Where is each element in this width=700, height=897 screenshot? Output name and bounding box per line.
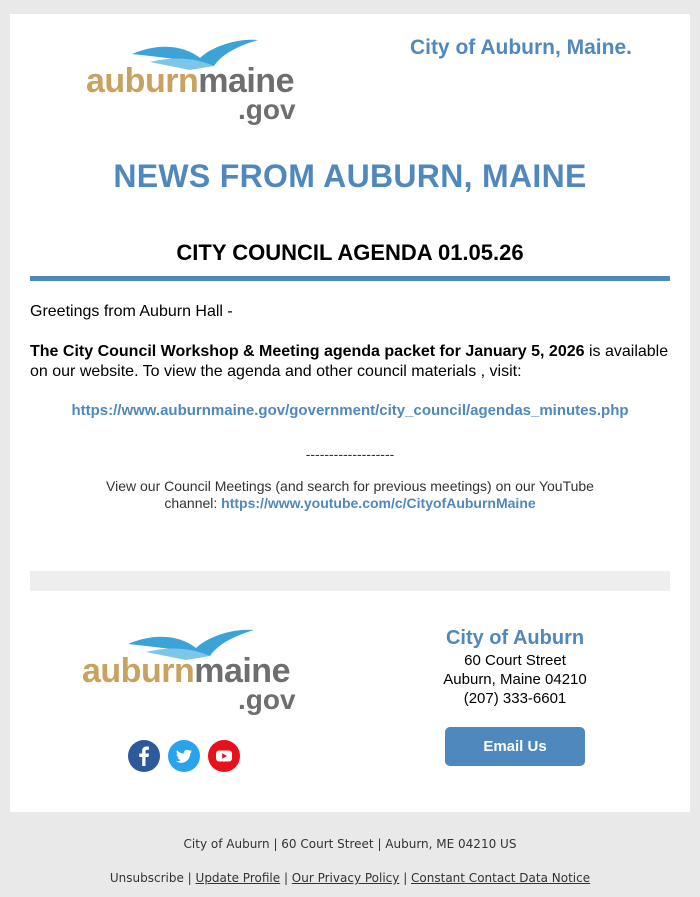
logo-word-maine: maine	[194, 652, 290, 690]
unsubscribe-link[interactable]: Unsubscribe	[109, 871, 184, 885]
logo-word-gov: .gov	[238, 94, 296, 125]
logo-word-auburn: auburn	[86, 62, 199, 100]
bottom-address: City of Auburn | 60 Court Street | Auburn, ME 04210 US	[183, 837, 517, 851]
logo-word-auburn: auburn	[82, 652, 195, 690]
youtube-paragraph-text: View our Council Meetings (and search for previous meetings) on our YouTube channel:	[106, 478, 594, 511]
email-card	[10, 14, 690, 812]
logo-word-maine: maine	[198, 62, 294, 100]
link-separator: |	[280, 871, 292, 885]
header-logo[interactable]	[86, 36, 296, 128]
link-separator: |	[183, 871, 196, 885]
greeting-text: Greetings from Auburn Hall -	[30, 303, 233, 320]
header-city-tagline: City of Auburn, Maine.	[409, 36, 632, 59]
facebook-icon[interactable]	[128, 740, 160, 772]
twitter-icon[interactable]	[168, 740, 200, 772]
footer-city-name: City of Auburn	[445, 627, 585, 649]
news-title: NEWS FROM AUBURN, MAINE	[113, 158, 587, 194]
footer-address-line2: Auburn, Maine 04210	[443, 671, 587, 688]
agenda-paragraph-rest: is available on our website. To view the agenda and other council materials , visit:	[30, 343, 669, 380]
data-notice-link[interactable]: Constant Contact Data Notice	[411, 871, 591, 885]
section-divider	[30, 571, 670, 591]
agenda-link[interactable]: https://www.auburnmaine.gov/government/city_council/agendas_minutes.php	[71, 402, 629, 419]
agenda-paragraph	[30, 342, 670, 382]
bottom-links	[0, 871, 700, 885]
footer-logo[interactable]	[82, 626, 296, 718]
youtube-icon[interactable]	[208, 740, 240, 772]
youtube-paragraph	[100, 478, 600, 512]
footer-address-line1: 60 Court Street	[464, 652, 566, 669]
link-separator: |	[399, 871, 412, 885]
agenda-paragraph-bold: The City Council Workshop & Meeting agenda packet for January 5, 2026	[30, 343, 585, 360]
title-divider	[30, 276, 670, 281]
agenda-title: CITY COUNCIL AGENDA 01.05.26	[176, 240, 524, 265]
dash-separator: -------------------	[305, 446, 395, 462]
update-profile-link[interactable]: Update Profile	[195, 871, 281, 885]
privacy-policy-link[interactable]: Our Privacy Policy	[291, 871, 400, 885]
footer-phone: (207) 333-6601	[463, 690, 567, 707]
email-us-button[interactable]: Email Us	[445, 727, 585, 766]
logo-word-gov: .gov	[238, 684, 296, 715]
youtube-channel-link[interactable]: https://www.youtube.com/c/CityofAuburnMaine	[221, 495, 536, 511]
